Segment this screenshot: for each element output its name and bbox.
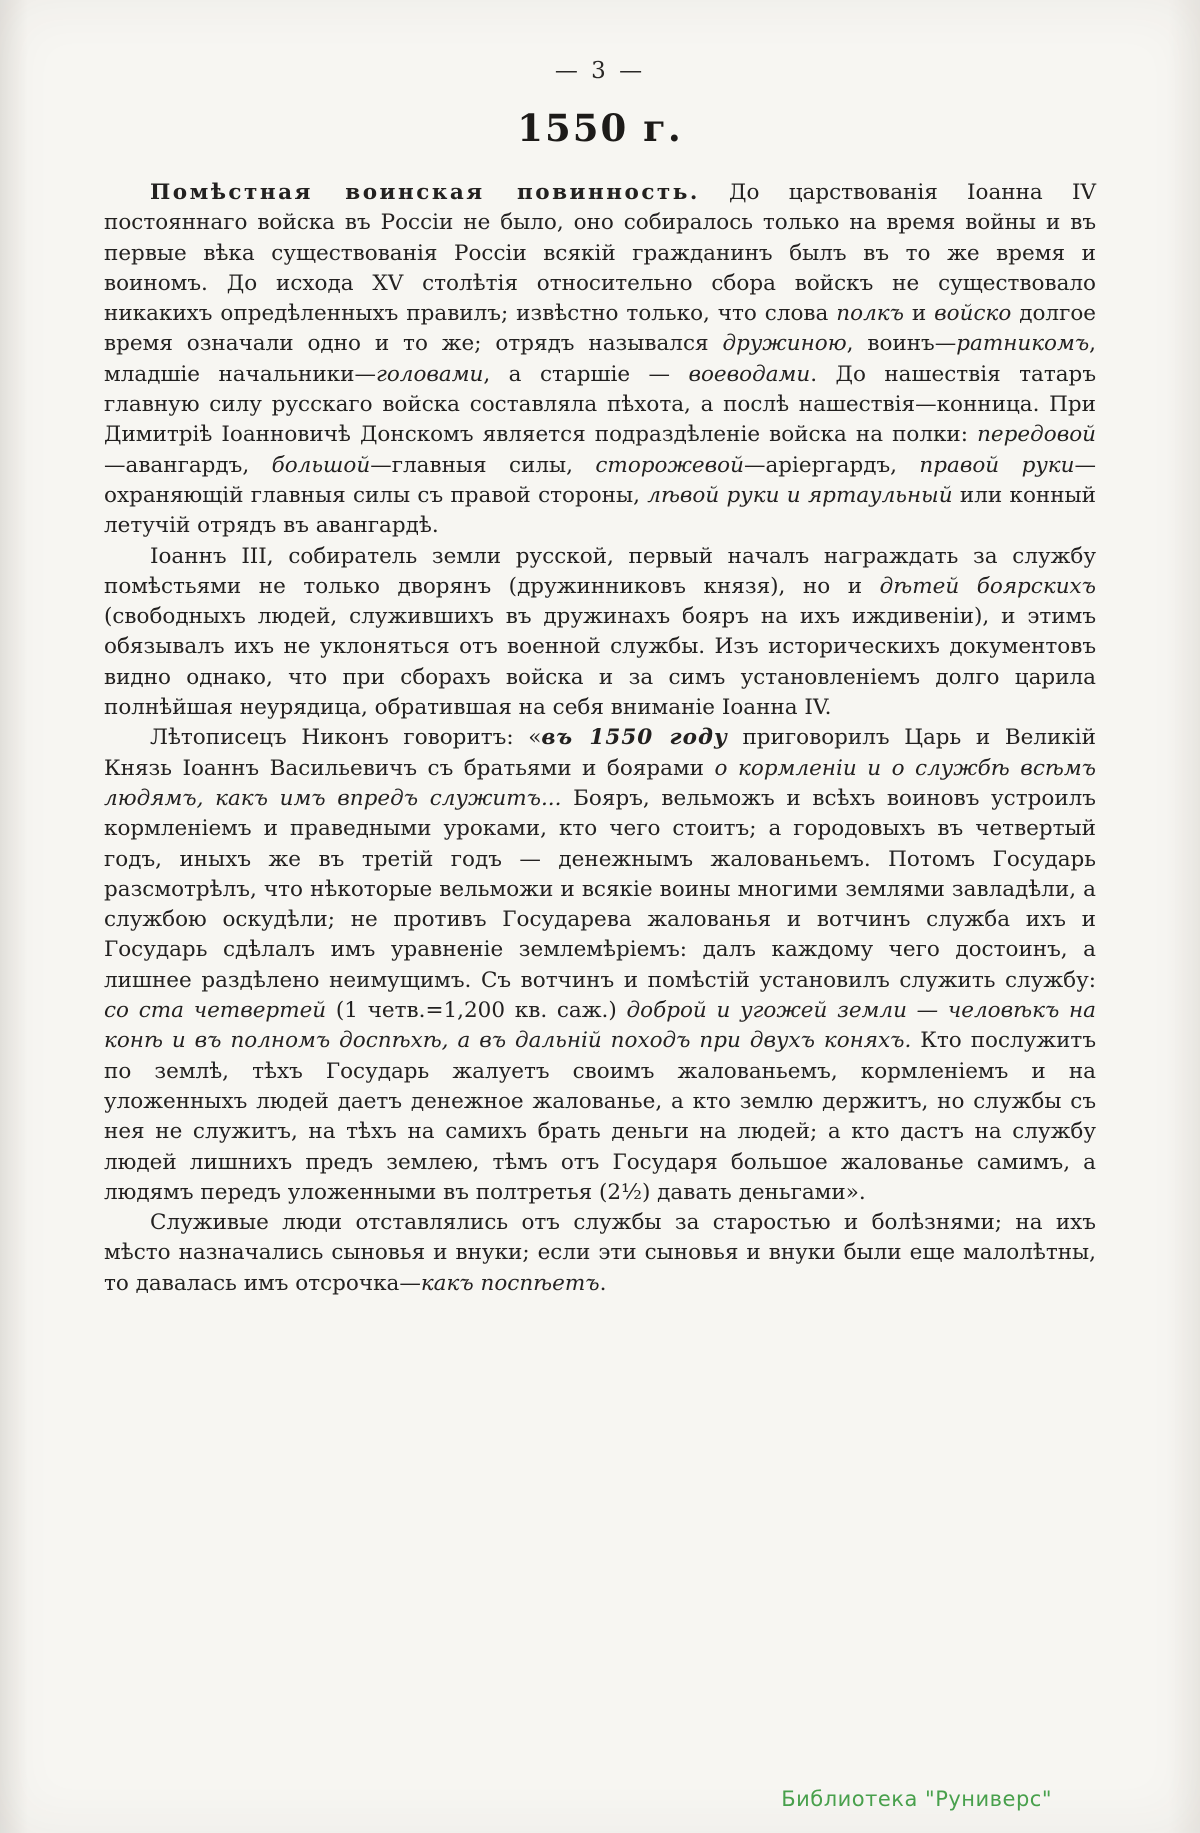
paragraph — [104, 1208, 1096, 1299]
text-run: головами — [375, 361, 484, 387]
text-run: дѣтей боярскихъ — [879, 573, 1096, 599]
text-run: , воинъ— — [846, 331, 957, 357]
text-run: большой — [271, 452, 371, 478]
text-run: о кормленіи и о службѣ всѣмъ людямъ, какъ имъ впредъ служитъ... — [104, 755, 1096, 811]
text-run: Служивые люди отставлялись отъ службы за старостью и болѣзнями; на ихъ мѣсто назначались сыновья и внуки; если эти сыновья и внуки были еще малолѣтны, то давалась имъ отсрочка— — [104, 1210, 1096, 1296]
text-run: —главныя силы, — [370, 452, 596, 478]
text-run: Лѣтописецъ Никонъ говоритъ: « — [150, 725, 542, 751]
text-run: Кто послужитъ по землѣ, тѣхъ Государь жалуетъ своимъ жалованьемъ, кормленіемъ и на уложенныхъ людей даетъ денежное жалованье, а кто землю держитъ, но службы съ нея не служитъ, на тѣхъ на самихъ брать деньги на людей; а кто дастъ на службу людей лишнихъ предъ землею, тѣмъ отъ Государя большое жалованье самимъ, а людямъ передъ уложенными въ полтретья (2½) давать деньгами». — [104, 1028, 1097, 1205]
text-run: , а старшіе — — [483, 361, 689, 387]
text-run: До царствованія Іоанна IV постояннаго войска въ Россіи не было, оно собиралось только на время войны и въ первые вѣка существованія Россіи всякій гражданинъ былъ въ то же время и воиномъ. До исхода XV столѣтія относительно сбора войскъ не существовало никакихъ опредѣленныхъ правилъ; извѣстно только, что слова — [104, 180, 1096, 327]
text-run: . До нашествія татаръ главную силу русскаго войска составляла пѣхота, а послѣ нашествія—конница. При Димитріѣ Іоанновичѣ Донскомъ является подраздѣленіе войска на полки: — [104, 361, 1096, 448]
text-run: (1 четв.=1,200 кв. саж.) — [326, 998, 627, 1024]
text-run: —аріергардъ, — [743, 452, 920, 478]
text-run: войско — [934, 301, 1012, 327]
page-title: 1550 г. — [517, 106, 683, 150]
page-number: — 3 — — [554, 58, 646, 84]
text-run: —охраняющій главныя силы съ правой стороны, — [104, 452, 1096, 508]
text-run: Іоаннъ III, собиратель земли русской, первый началъ награждать за службу помѣстьями не только дворянъ (дружинниковъ князя), но и — [104, 543, 1096, 599]
text-run: со ста четвертей — [104, 998, 327, 1024]
library-watermark: Библиотека "Руниверс" — [781, 1787, 1052, 1811]
text-run: полкъ — [836, 301, 904, 327]
text-run: —авангардъ, — [104, 452, 272, 478]
text-run: сторожевой — [595, 452, 744, 478]
text-run: (свободныхъ людей, служившихъ въ дружинахъ бояръ на ихъ иждивеніи), и этимъ обязывалъ ихъ не уклоняться отъ военной службы. Изъ историческихъ документовъ видно однако, что при сборахъ войска и за симъ установленіемъ долго царила полнѣйшая неурядица, обратившая на себя вниманіе Іоанна IV. — [104, 604, 1096, 721]
text-run: или конный летучій отрядъ въ авангардѣ. — [104, 482, 1096, 539]
text-run: долгое время означали одно и то же; отрядъ назывался — [104, 301, 1097, 357]
text-run: лѣвой руки и яртаульный — [647, 482, 953, 508]
text-run: передовой — [977, 422, 1096, 448]
paragraph — [104, 542, 1096, 724]
page-body — [104, 178, 1096, 1299]
text-run: какъ поспѣетъ — [420, 1270, 600, 1296]
text-run: дружиною — [722, 331, 847, 357]
text-run: воеводами — [688, 361, 811, 387]
text-run: Бояръ, вельможъ и всѣхъ воиновъ устроилъ кормленіемъ и праведными уроками, кто чего стоитъ; а городовыхъ въ четвертый годъ, иныхъ же въ третій годъ — денежнымъ жалованьемъ. Потомъ Государь разсмотрѣлъ, что нѣкоторые вельможи и всякіе воины многими землями завладѣли, а службою оскудѣли; не противъ Государева жалованья и вотчинъ служба ихъ и Государь сдѣлалъ имъ уравненіе землемѣріемъ: далъ каждому чего достоинъ, а лишнее раздѣлено неимущимъ. Съ вотчинъ и помѣстій установилъ служить службу: — [104, 785, 1096, 993]
text-run: доброй и угожей земли — человѣкъ на конѣ и въ полномъ доспѣхѣ, а въ дальній походъ при двухъ коняхъ. — [104, 998, 1096, 1054]
text-run: . — [599, 1270, 607, 1296]
text-run: , младшіе начальники— — [104, 331, 1096, 387]
text-run: правой руки — [919, 452, 1075, 478]
paragraph — [104, 723, 1096, 1208]
text-run: ратникомъ — [956, 331, 1090, 357]
paragraph — [104, 178, 1096, 542]
text-run: въ 1550 году — [541, 725, 728, 751]
text-run: Помѣстная воинская повинность. — [150, 180, 700, 205]
text-run: приговорилъ Царь и Великій Князь Іоаннъ Васильевичъ съ братьями и боярами — [104, 725, 1097, 781]
text-run: и — [903, 301, 935, 327]
